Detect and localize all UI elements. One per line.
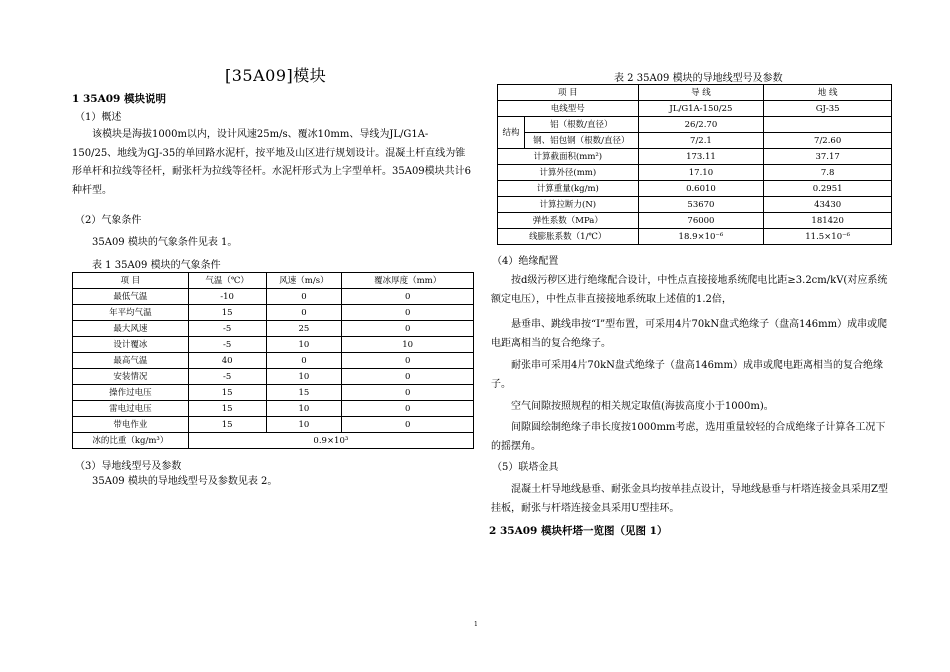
table-header-cell: 气温（℃） (188, 273, 266, 289)
table-cell: 0 (342, 289, 474, 305)
table-cell: 冰的比重（kg/m³） (73, 433, 189, 449)
table-row (73, 337, 474, 353)
table-cell: 7.8 (764, 165, 892, 181)
table-cell: 7/2.60 (764, 133, 892, 149)
table-row (498, 229, 892, 245)
subsection-1-label: （1）概述 (75, 112, 122, 123)
table-row (498, 181, 892, 197)
table-cell: 10 (266, 417, 342, 433)
table-cell: 17.10 (638, 165, 764, 181)
insulation-paragraph-1: 按d级污秽区进行绝缘配合设计，中性点直接接地系统爬电比距≥3.2cm/kV(对应系统额定电压），中性点非直接接地系统取上述值的1.2倍， (491, 275, 888, 305)
table-cell: 10 (266, 337, 342, 353)
table-row (498, 117, 892, 133)
insulation-paragraph-2: 悬垂串、跳线串按“I”型布置，可采用4片70kN盘式绝缘子（盘高146mm）成串或爬电距离相当的复合绝缘子。 (491, 319, 888, 349)
table-cell: 带电作业 (73, 417, 189, 433)
table-cell: 计算截面积(mm²) (498, 149, 639, 165)
table-cell: GJ-35 (764, 101, 892, 117)
table-cell: 7/2.1 (638, 133, 764, 149)
table-cell: 15 (188, 305, 266, 321)
conductor-table (497, 84, 892, 245)
table-cell: -5 (188, 337, 266, 353)
table-cell: 10 (266, 401, 342, 417)
page-title: [35A09]模块 (225, 66, 327, 85)
table-cell: 15 (188, 417, 266, 433)
table-cell: 43430 (764, 197, 892, 213)
table-cell: 年平均气温 (73, 305, 189, 321)
table-row (73, 353, 474, 369)
table-cell: 0.2951 (764, 181, 892, 197)
subsection-4-label: （4）绝缘配置 (492, 256, 559, 267)
table-row (498, 165, 892, 181)
table-cell: 操作过电压 (73, 385, 189, 401)
insulation-paragraph-5: 间隙圆绘制绝缘子串长度按1000mm考虑，选用重量较轻的合成绝缘子计算各工况下的摇摆角。 (491, 422, 886, 452)
table-cell: 15 (188, 385, 266, 401)
table-row (73, 385, 474, 401)
table-cell: 0.6010 (638, 181, 764, 197)
table-row (73, 289, 474, 305)
table-cell: 0 (342, 417, 474, 433)
section-2-heading: 2 35A09 模块杆塔一览图（见图 1） (489, 525, 668, 537)
table-cell: 最高气温 (73, 353, 189, 369)
table-row (73, 369, 474, 385)
insulation-paragraph-3: 耐张串可采用4片70kN盘式绝缘子（盘高146mm）成串或爬电距离相当的复合绝缘子。 (491, 360, 883, 390)
table-header-cell: 覆冰厚度（mm） (342, 273, 474, 289)
table-cell: 最大风速 (73, 321, 189, 337)
table-cell: 0 (342, 305, 474, 321)
table-cell: 173.11 (638, 149, 764, 165)
weather-table (72, 272, 474, 449)
table-cell: 0.9×10³ (188, 433, 473, 449)
table-header-cell: 导 线 (638, 85, 764, 101)
table-cell: 钢、铝包钢（根数/直径） (524, 133, 638, 149)
table-row (498, 213, 892, 229)
table-header-cell: 风速（m/s） (266, 273, 342, 289)
table-cell: 181420 (764, 213, 892, 229)
subsection-2-label: （2）气象条件 (75, 215, 142, 226)
table-row (498, 197, 892, 213)
table-row (73, 321, 474, 337)
table-cell: 计算外径(mm) (498, 165, 639, 181)
table-row (73, 401, 474, 417)
table-cell: -5 (188, 369, 266, 385)
table-cell: JL/G1A-150/25 (638, 101, 764, 117)
table-cell: 计算重量(kg/m) (498, 181, 639, 197)
table-cell: 0 (342, 385, 474, 401)
page-number: 1 (474, 621, 478, 628)
table-cell: 铝（根数/直径） (524, 117, 638, 133)
table-row (73, 305, 474, 321)
subsection-3-label: （3）导地线型号及参数 (75, 461, 182, 472)
table-cell: 53670 (638, 197, 764, 213)
table-cell: 0 (342, 321, 474, 337)
table-row (498, 149, 892, 165)
table-cell: 15 (266, 385, 342, 401)
weather-intro: 35A09 模块的气象条件见表 1。 (92, 237, 238, 248)
table-cell: 0 (266, 289, 342, 305)
table-cell: -5 (188, 321, 266, 337)
table2-caption: 表 2 35A09 模块的导地线型号及参数 (614, 73, 783, 84)
conductor-intro: 35A09 模块的导地线型号及参数见表 2。 (92, 476, 278, 487)
table-row (498, 101, 892, 117)
table-cell: 0 (266, 353, 342, 369)
table-cell: 40 (188, 353, 266, 369)
table-cell (764, 117, 892, 133)
table-cell: 0 (342, 369, 474, 385)
table-row (73, 417, 474, 433)
table-cell: 0 (342, 353, 474, 369)
table-cell: 76000 (638, 213, 764, 229)
table-header-cell: 项 目 (498, 85, 639, 101)
table-cell: 26/2.70 (638, 117, 764, 133)
table-cell: 计算拉断力(N) (498, 197, 639, 213)
table-cell: 结构 (498, 117, 525, 149)
fittings-paragraph: 混凝土杆导地线悬垂、耐张金具均按单挂点设计，导地线悬垂与杆塔连接金具采用Z型挂板，耐张与杆塔连接金具采用U型挂环。 (491, 484, 888, 514)
table-cell: 25 (266, 321, 342, 337)
table-cell: 15 (188, 401, 266, 417)
table-cell: 0 (266, 305, 342, 321)
section-1-heading: 1 35A09 模块说明 (72, 93, 166, 105)
table-row (73, 433, 474, 449)
table-header-cell: 项 目 (73, 273, 189, 289)
table-cell: 设计覆冰 (73, 337, 189, 353)
subsection-5-label: （5）联塔金具 (492, 462, 559, 473)
table1-caption: 表 1 35A09 模块的气象条件 (92, 260, 221, 271)
overview-paragraph: 该模块是海拔1000m以内，设计风速25m/s、覆冰10mm、导线为JL/G1A-150/25、地线为GJ-35的单回路水泥杆，按平地及山区进行规划设计。混凝土杆直线为锥形单杆和拉线等径杆，耐张杆为拉线等径杆。水泥杆形式为上字型单杆。35A09模块共计6种杆型。 (72, 129, 472, 196)
insulation-paragraph-4: 空气间隙按照规程的相关规定取值(海拔高度小于1000m)。 (511, 401, 774, 412)
table-cell: 电线型号 (498, 101, 639, 117)
table-cell: 10 (342, 337, 474, 353)
table-cell: 安装情况 (73, 369, 189, 385)
table-row (498, 133, 892, 149)
table-cell: 10 (266, 369, 342, 385)
table-header-cell: 地 线 (764, 85, 892, 101)
table-cell: 线膨胀系数（1/℃） (498, 229, 639, 245)
table-cell: 雷电过电压 (73, 401, 189, 417)
table-cell: 0 (342, 401, 474, 417)
table-cell: 弹性系数（MPa） (498, 213, 639, 229)
table-cell: 18.9×10⁻⁶ (638, 229, 764, 245)
table-cell: 37.17 (764, 149, 892, 165)
table-header-row (73, 273, 474, 289)
table-header-row (498, 85, 892, 101)
table-cell: 11.5×10⁻⁶ (764, 229, 892, 245)
table-cell: 最低气温 (73, 289, 189, 305)
table-cell: -10 (188, 289, 266, 305)
